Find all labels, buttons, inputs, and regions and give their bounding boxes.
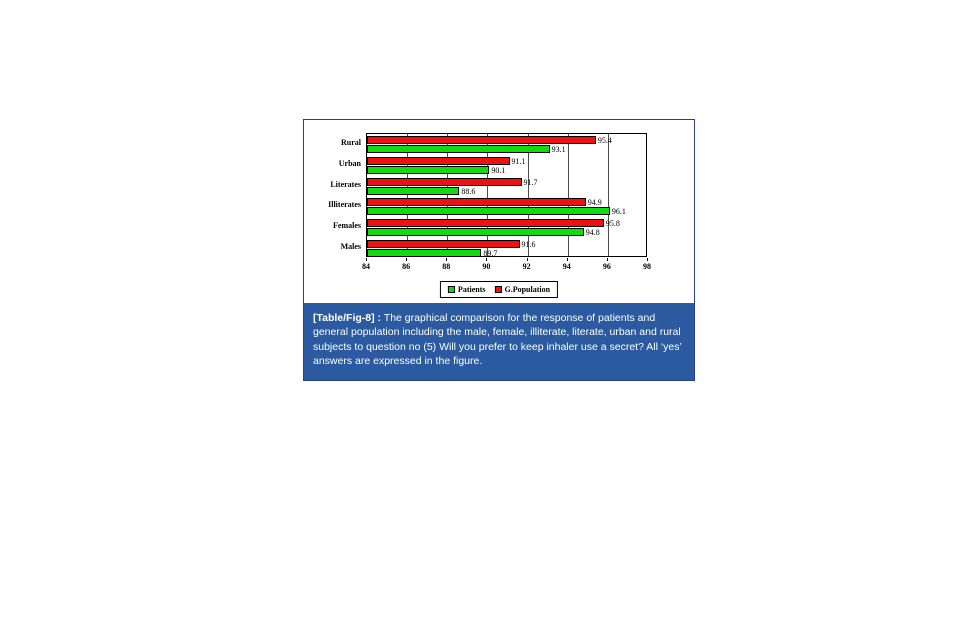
caption-tag: [Table/Fig-8] : (313, 312, 382, 324)
x-tick-label: 86 (402, 262, 411, 271)
x-tick-mark (607, 258, 608, 261)
category-label: Illiterates (328, 200, 361, 210)
bar-value-label: 96.1 (611, 207, 626, 217)
bar-value-label: 89.7 (483, 248, 498, 258)
x-tick-label: 96 (602, 262, 611, 271)
figure-caption (304, 303, 694, 380)
legend-swatch-g-population (494, 286, 501, 293)
bar-value-label: 91.1 (511, 156, 526, 166)
category-label: Literates (330, 179, 361, 189)
bar-value-label: 94.9 (587, 198, 602, 208)
x-tick-label: 98 (643, 262, 651, 271)
x-tick-mark (647, 258, 648, 261)
x-tick-label: 92 (522, 262, 531, 271)
gridline (568, 134, 569, 256)
bar-patients-rural (367, 145, 550, 153)
category-label: Males (340, 241, 361, 251)
bar-g-population-females (367, 219, 604, 227)
x-tick-mark (406, 258, 407, 261)
x-tick-label: 84 (362, 262, 370, 271)
legend-swatch-patients (448, 286, 455, 293)
legend-item-g-population (494, 285, 550, 294)
category-label: Females (333, 221, 361, 230)
bar-value-label: 94.8 (585, 227, 600, 237)
bar-g-population-literates (367, 178, 522, 186)
legend-label-patients: Patients (457, 285, 486, 294)
bar-value-label: 88.6 (461, 186, 476, 196)
bar-g-population-males (367, 240, 520, 248)
x-tick-label: 94 (562, 262, 571, 271)
legend-item-patients (448, 285, 486, 294)
bar-patients-males (367, 249, 481, 257)
bar-value-label: 95.8 (605, 218, 620, 228)
bar-patients-illiterates (367, 207, 610, 215)
legend (440, 281, 558, 298)
gridline (608, 134, 609, 256)
chart-area (304, 120, 694, 303)
legend-label-g-population: G.Population (504, 285, 551, 294)
category-label: Urban (338, 159, 361, 168)
bar-patients-literates (367, 187, 459, 195)
figure-panel (303, 119, 695, 381)
category-label: Rural (341, 138, 361, 148)
bar-value-label: 91.7 (523, 177, 538, 187)
x-tick-mark (567, 258, 568, 261)
bar-g-population-illiterates (367, 198, 586, 206)
x-tick-mark (486, 258, 487, 261)
x-tick-mark (527, 258, 528, 261)
bar-value-label: 91.6 (521, 239, 536, 249)
bar-g-population-urban (367, 157, 510, 165)
x-tick-label: 88 (442, 262, 451, 271)
x-tick-mark (446, 258, 447, 261)
bar-patients-females (367, 228, 584, 236)
bar-value-label: 90.1 (491, 165, 506, 175)
bar-patients-urban (367, 166, 489, 174)
bar-value-label: 95.4 (597, 136, 612, 146)
bar-value-label: 93.1 (551, 145, 566, 155)
x-tick-mark (366, 258, 367, 261)
bar-g-population-rural (367, 136, 596, 144)
x-tick-label: 90 (482, 262, 491, 271)
plot-area (366, 133, 647, 257)
caption-text: The graphical comparison for the response of patients and general population including the male, female, illiterate, literate, urban and rural subjects to question no (5) Will you prefer to keep inhaler use a secret? All ‘yes’ answers are expressed in the figure. (313, 312, 682, 368)
